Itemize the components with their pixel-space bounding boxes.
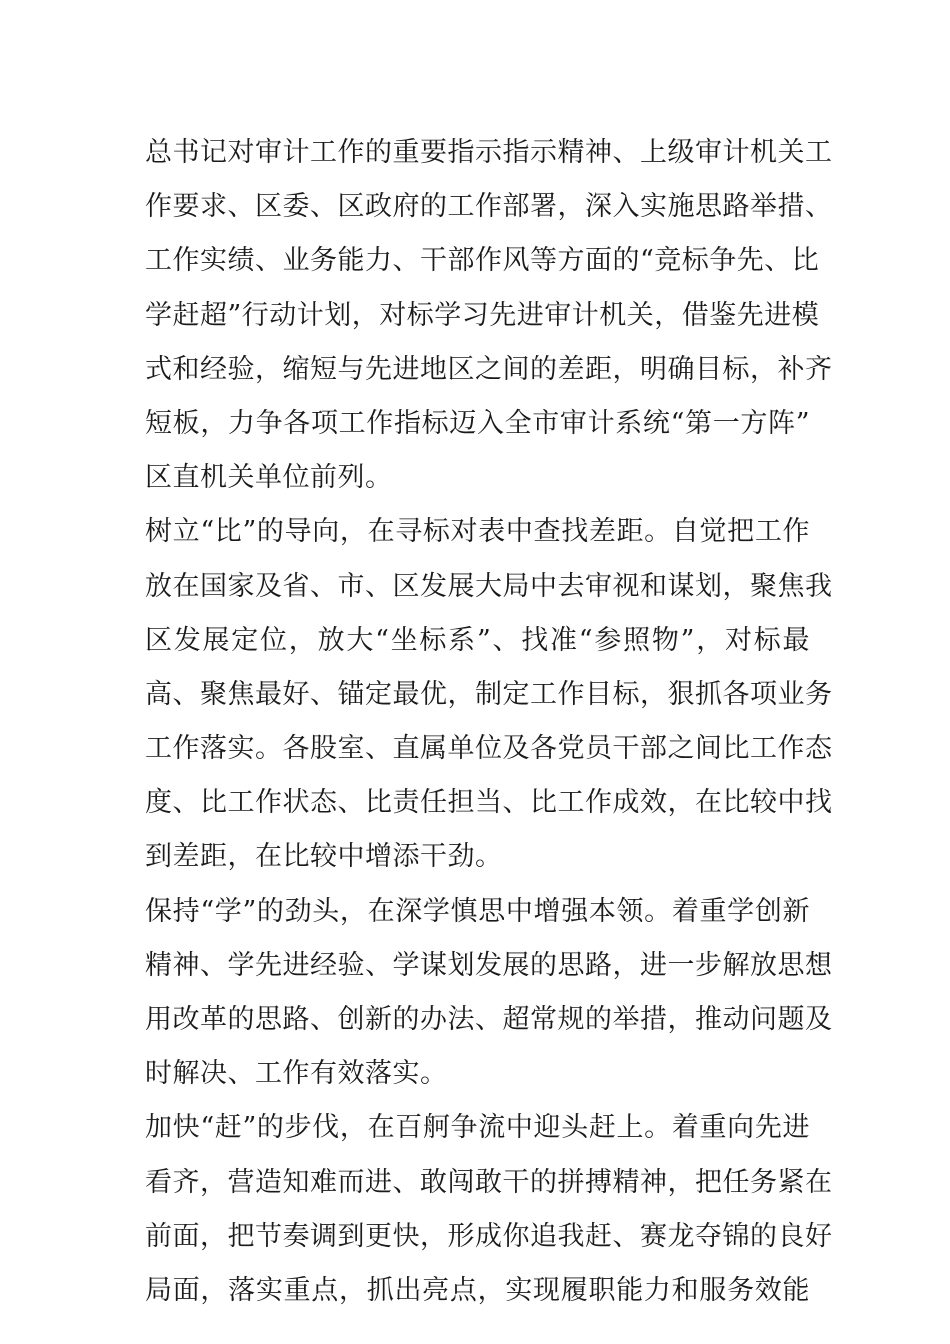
- text-line: 精神、学先进经验、学谋划发展的思路，进一步解放思想: [145, 949, 833, 981]
- text-line: 作要求、区委、区政府的工作部署，深入实施思路举措、: [145, 191, 833, 223]
- text-line: 保持“学”的劲头，在深学慎思中增强本领。着重学创新: [145, 895, 810, 927]
- text-line: 工作实绩、业务能力、干部作风等方面的“竞标争先、比: [145, 245, 820, 277]
- text-line: 加快“赶”的步伐，在百舸争流中迎头赶上。着重向先进: [145, 1112, 810, 1144]
- text-line: 短板，力争各项工作指标迈入全市审计系统“第一方阵”: [145, 407, 810, 439]
- text-line: 前面，把节奏调到更快，形成你追我赶、赛龙夺锦的良好: [145, 1220, 833, 1252]
- text-line: 到差距，在比较中增添干劲。: [145, 841, 503, 873]
- text-line: 总书记对审计工作的重要指示指示精神、上级审计机关工: [145, 137, 833, 168]
- text-line: 度、比工作状态、比责任担当、比工作成效，在比较中找: [145, 787, 833, 819]
- text-line: 用改革的思路、创新的办法、超常规的举措，推动问题及: [145, 1004, 833, 1035]
- text-line: 局面，落实重点，抓出亮点，实现履职能力和服务效能: [145, 1274, 810, 1306]
- text-line: 式和经验，缩短与先进地区之间的差距，明确目标，补齐: [145, 353, 833, 385]
- text-line: 工作落实。各股室、直属单位及各党员干部之间比工作态: [145, 733, 833, 765]
- text-line: 放在国家及省、市、区发展大局中去审视和谋划，聚焦我: [145, 570, 833, 602]
- text-line: 区直机关单位前列。: [145, 462, 393, 494]
- document-body: [145, 126, 833, 1318]
- text-line: 树立“比”的导向，在寻标对表中查找差距。自觉把工作: [145, 516, 810, 548]
- text-line: 时解决、工作有效落实。: [145, 1058, 448, 1090]
- text-line: 区发展定位，放大“坐标系”、找准“参照物”，对标最: [145, 624, 810, 656]
- text-line: 学赶超”行动计划，对标学习先进审计机关，借鉴先进模: [145, 299, 820, 331]
- text-line: 高、聚焦最好、锚定最优，制定工作目标，狠抓各项业务: [145, 678, 833, 710]
- text-line: 看齐，营造知难而进、敢闯敢干的拼搏精神，把任务紧在: [145, 1166, 833, 1198]
